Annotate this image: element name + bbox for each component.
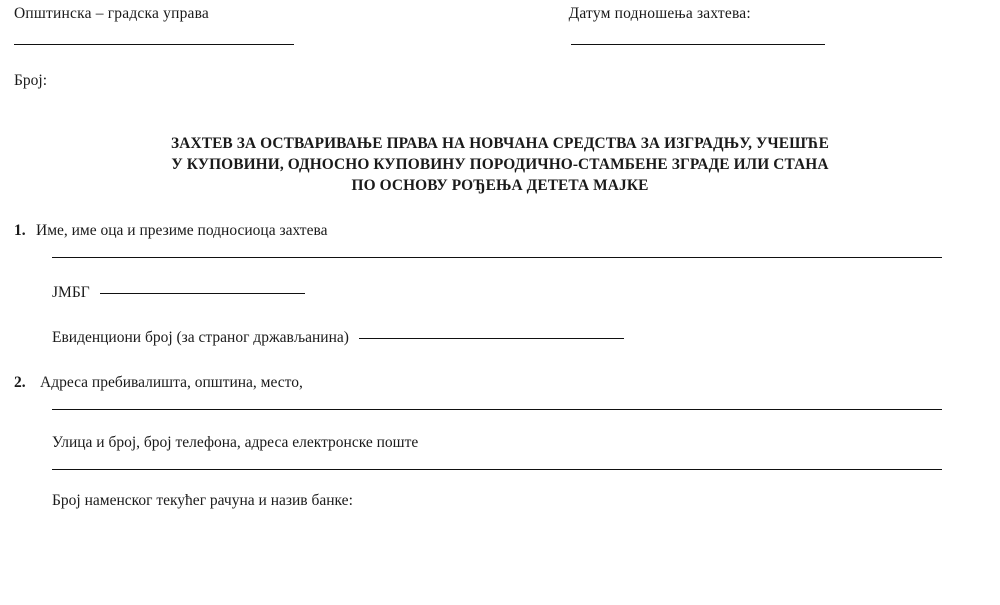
jmbg-label: ЈМБГ bbox=[52, 284, 90, 301]
foreigner-registration-row bbox=[52, 327, 986, 348]
residence-address-input-line[interactable] bbox=[52, 409, 942, 410]
header-right-block bbox=[549, 4, 986, 45]
jmbg-field-row bbox=[52, 282, 986, 303]
header-left-block bbox=[14, 4, 481, 45]
form-item-1-number: 1. bbox=[14, 222, 26, 239]
street-phone-email-input-line[interactable] bbox=[52, 469, 942, 470]
foreigner-registration-label: Евиденциони број (за страног држављанина) bbox=[52, 329, 349, 346]
bank-account-label: Број наменског текућег рачуна и назив банке: bbox=[52, 492, 353, 509]
document-header bbox=[14, 0, 986, 45]
street-phone-email-label: Улица и број, број телефона, адреса електронске поште bbox=[52, 434, 419, 451]
jmbg-input-line[interactable] bbox=[100, 293, 305, 294]
page-title-line-2: У КУПОВИНИ, ОДНОСНО КУПОВИНУ ПОРОДИЧНО-СТАМБЕНЕ ЗГРАДЕ ИЛИ СТАНА bbox=[171, 156, 829, 173]
page-title-line-3: ПО ОСНОВУ РОЂЕЊА ДЕТЕТА МАЈКЕ bbox=[351, 177, 649, 194]
form-item-2-label: Адреса пребивалишта, општина, место, bbox=[40, 374, 303, 391]
page-title-line-1: ЗАХТЕВ ЗА ОСТВАРИВАЊЕ ПРАВА НА НОВЧАНА СРЕДСТВА ЗА ИЗГРАДЊУ, УЧЕШЋЕ bbox=[171, 135, 829, 152]
foreigner-registration-input-line[interactable] bbox=[359, 338, 624, 339]
form-item-1-label: Име, име оца и презиме подносиоца захтева bbox=[36, 222, 328, 239]
submission-date-fill-line[interactable] bbox=[571, 44, 825, 45]
applicant-name-input-line[interactable] bbox=[52, 257, 942, 258]
form-item-2 bbox=[14, 372, 986, 393]
document-number-label: Број: bbox=[14, 72, 48, 89]
page-title bbox=[14, 133, 986, 196]
form-item-2-number: 2. bbox=[14, 374, 26, 391]
municipal-administration-label: Општинска – градска управа bbox=[14, 5, 210, 22]
form-item-1 bbox=[14, 220, 986, 241]
municipal-administration-fill-line[interactable] bbox=[14, 44, 294, 45]
submission-date-label: Датум подношења захтева: bbox=[568, 5, 751, 22]
